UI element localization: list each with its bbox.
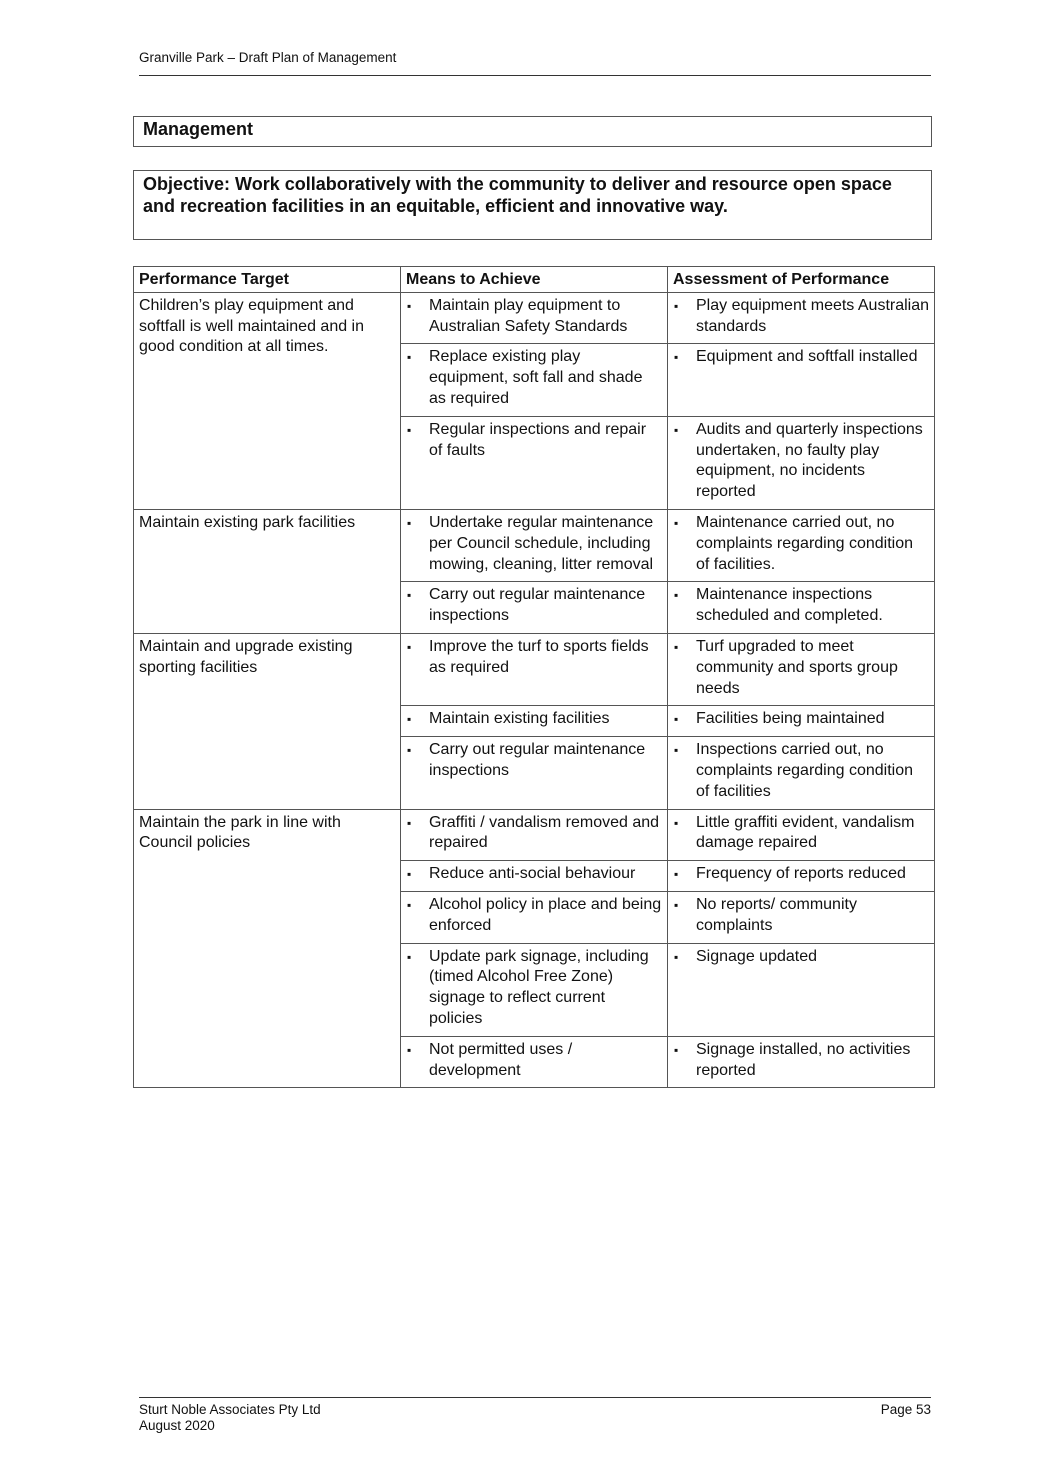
assessment-text: Audits and quarterly inspections undertaken, no faulty play equipment, no incidents reported	[696, 420, 923, 501]
bullet-icon: ▪	[674, 815, 679, 830]
assessment-cell	[668, 1036, 935, 1088]
bullet-icon: ▪	[407, 515, 412, 530]
table-row	[134, 292, 935, 344]
assessment-cell	[668, 943, 935, 1036]
means-text: Replace existing play equipment, soft fall and shade as required	[429, 348, 643, 407]
assessment-text: Little graffiti evident, vandalism damage repaired	[696, 813, 915, 852]
bullet-icon: ▪	[674, 515, 679, 530]
assessment-cell	[668, 861, 935, 892]
bullet-icon: ▪	[407, 298, 412, 313]
bullet-icon: ▪	[407, 815, 412, 830]
assessment-text: Facilities being maintained	[696, 710, 885, 728]
bullet-icon: ▪	[674, 588, 679, 603]
means-cell	[401, 416, 668, 509]
assessment-cell	[668, 292, 935, 344]
table-header-row	[134, 267, 935, 293]
footer-rule	[139, 1397, 931, 1398]
assessment-cell	[668, 737, 935, 809]
means-text: Carry out regular maintenance inspections	[429, 586, 646, 625]
assessment-text: No reports/ community complaints	[696, 895, 857, 934]
means-cell	[401, 737, 668, 809]
means-cell	[401, 1036, 668, 1088]
means-cell	[401, 582, 668, 634]
performance-target-cell: Maintain the park in line with Council policies	[134, 809, 401, 1088]
assessment-cell	[668, 706, 935, 737]
bullet-icon: ▪	[674, 350, 679, 365]
header-assessment-of-performance: Assessment of Performance	[668, 267, 935, 293]
means-cell	[401, 809, 668, 861]
bullet-icon: ▪	[407, 1042, 412, 1057]
assessment-cell	[668, 891, 935, 943]
header-performance-target: Performance Target	[134, 267, 401, 293]
means-text: Not permitted uses / development	[429, 1040, 573, 1079]
means-text: Undertake regular maintenance per Council schedule, including mowing, cleaning, litter removal	[429, 513, 654, 573]
bullet-icon: ▪	[674, 743, 679, 758]
table-row	[134, 809, 935, 861]
bullet-icon: ▪	[407, 712, 412, 727]
performance-target-cell: Maintain existing park facilities	[134, 509, 401, 633]
assessment-text: Signage updated	[696, 947, 817, 965]
table-row	[134, 633, 935, 705]
footer-date: August 2020	[139, 1418, 215, 1433]
page-number: Page 53	[880, 1402, 931, 1417]
means-text: Maintain play equipment to Australian Safety Standards	[429, 296, 628, 335]
means-text: Reduce anti-social behaviour	[429, 865, 636, 883]
means-cell	[401, 891, 668, 943]
means-cell	[401, 706, 668, 737]
bullet-icon: ▪	[407, 422, 412, 437]
assessment-cell	[668, 344, 935, 416]
means-cell	[401, 292, 668, 344]
bullet-icon: ▪	[674, 1042, 679, 1057]
means-text: Alcohol policy in place and being enforced	[429, 895, 662, 934]
means-cell	[401, 943, 668, 1036]
means-cell	[401, 861, 668, 892]
assessment-cell	[668, 582, 935, 634]
bullet-icon: ▪	[407, 743, 412, 758]
assessment-cell	[668, 809, 935, 861]
objective-box: Objective: Work collaboratively with the community to deliver and resource open space and recreation facilities in an equitable, efficient and innovative way.	[133, 170, 932, 240]
section-title: Management	[133, 116, 932, 147]
header-means-to-achieve: Means to Achieve	[401, 267, 668, 293]
assessment-text: Equipment and softfall installed	[696, 348, 918, 366]
bullet-icon: ▪	[407, 949, 412, 964]
header-rule	[139, 75, 931, 76]
assessment-text: Turf upgraded to meet community and sports group needs	[696, 637, 898, 697]
performance-target-cell: Maintain and upgrade existing sporting facilities	[134, 633, 401, 809]
bullet-icon: ▪	[407, 639, 412, 654]
means-cell	[401, 633, 668, 705]
means-text: Carry out regular maintenance inspections	[429, 741, 646, 779]
assessment-text: Play equipment meets Australian standards	[696, 296, 930, 335]
bullet-icon: ▪	[407, 897, 412, 912]
assessment-text: Maintenance carried out, no complaints regarding condition of facilities.	[696, 513, 914, 573]
means-cell	[401, 509, 668, 581]
footer-left	[139, 1402, 321, 1434]
bullet-icon: ▪	[674, 639, 679, 654]
means-text: Maintain existing facilities	[429, 710, 610, 728]
assessment-cell	[668, 416, 935, 509]
means-text: Update park signage, including (timed Alcohol Free Zone) signage to reflect current policies	[429, 947, 649, 1027]
bullet-icon: ▪	[674, 897, 679, 912]
bullet-icon: ▪	[674, 867, 679, 882]
means-text: Regular inspections and repair of faults	[429, 420, 647, 459]
bullet-icon: ▪	[674, 949, 679, 964]
assessment-cell	[668, 633, 935, 705]
bullet-icon: ▪	[407, 588, 412, 603]
bullet-icon: ▪	[407, 867, 412, 882]
assessment-text: Inspections carried out, no complaints regarding condition of facilities	[696, 741, 914, 800]
bullet-icon: ▪	[674, 298, 679, 313]
means-cell	[401, 344, 668, 416]
assessment-text: Signage installed, no activities reported	[696, 1040, 911, 1079]
footer-company: Sturt Noble Associates Pty Ltd	[139, 1402, 321, 1417]
performance-target-cell: Children’s play equipment and softfall is well maintained and in good condition at all times.	[134, 292, 401, 509]
bullet-icon: ▪	[674, 422, 679, 437]
table-row	[134, 509, 935, 581]
bullet-icon: ▪	[407, 350, 412, 365]
means-text: Improve the turf to sports fields as required	[429, 637, 649, 676]
running-header: Granville Park – Draft Plan of Management	[139, 50, 397, 65]
bullet-icon: ▪	[674, 712, 679, 727]
assessment-text: Maintenance inspections scheduled and completed.	[696, 586, 883, 625]
assessment-text: Frequency of reports reduced	[696, 865, 906, 883]
assessment-cell	[668, 509, 935, 581]
performance-table	[133, 266, 935, 1088]
means-text: Graffiti / vandalism removed and repaired	[429, 813, 660, 852]
